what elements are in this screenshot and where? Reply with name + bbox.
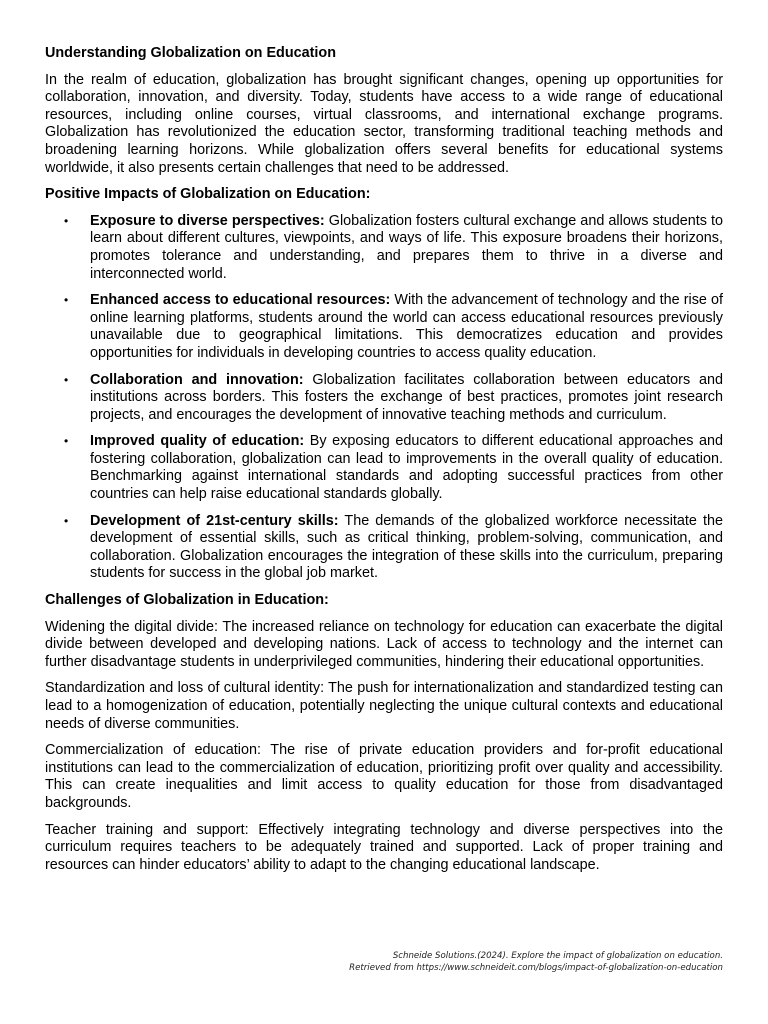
list-item-text: By exposing educators to different educational approaches and fostering collaboration, globalization can lead to improvements in the overall quality of education. Benchmarking against international standards and adopting successful practices from other countries can help raise educational standards globally.: [90, 433, 723, 503]
list-item: [45, 372, 723, 425]
list-item-text: Globalization facilitates collaboration between educators and institutions across borders. This fosters the exchange of best practices, promotes joint research projects, and encourages the development of innovative teaching methods and curriculum.: [90, 371, 723, 423]
list-item: [45, 513, 723, 583]
document-page: [45, 45, 723, 883]
intro-heading: Understanding Globalization on Education: [45, 45, 337, 61]
list-item: [45, 433, 723, 503]
challenge-paragraph-standardization: Standardization and loss of cultural identity: The push for internationalization and standardized testing can lead to a homogenization of education, potentially neglecting the unique cultural contexts and educational needs of diverse communities.: [45, 680, 723, 732]
list-item-text: The demands of the globalized workforce necessitate the development of essential skills, such as critical thinking, problem-solving, communication, and collaboration. Globalization encourages the integration of these skills into the curriculum, preparing students for success in the global job market.: [90, 512, 723, 582]
challenge-paragraph-commercialization: Commercialization of education: The rise of private education providers and for-profit educational institutions can lead to the commercialization of education, prioritizing profit over quality and accessibility. This can create inequalities and limit access to quality education for those from disadvantaged backgrounds.: [45, 742, 723, 811]
list-item-text: With the advancement of technology and the rise of online learning platforms, students around the world can access educational resources previously unavailable due to geographical limitations. This democratizes education and provides opportunities for individuals in developing countries to access quality education.: [90, 292, 724, 361]
positive-impacts-heading: Positive Impacts of Globalization on Education:: [45, 186, 371, 203]
citation: [123, 950, 723, 974]
bullet-icon: •: [64, 434, 69, 449]
positive-impacts-list: [45, 213, 723, 583]
challenge-paragraph-digital-divide: Widening the digital divide: The increased reliance on technology for education can exacerbate the digital divide between developed and developing nations. Lack of access to technology and the internet can further disadvantage students in underprivileged communities, hindering their educational opportunities.: [45, 618, 723, 670]
list-item-term: Enhanced access to educational resources:: [90, 292, 391, 309]
citation-line-source: Schneide Solutions.(2024). Explore the impact of globalization on education.: [392, 951, 723, 961]
challenges-heading: Challenges of Globalization in Education:: [45, 592, 329, 609]
list-item-text: Globalization fosters cultural exchange and allows students to learn about different cultures, viewpoints, and ways of life. This exposure broadens their horizons, promotes tolerance and understanding, and prepares them to thrive in a diverse and interconnected world.: [90, 212, 723, 282]
bullet-icon: •: [64, 372, 69, 387]
citation-line-url: Retrieved from https://www.schneideit.com/blogs/impact-of-globalization-on-education: [349, 963, 723, 973]
challenge-paragraph-teacher-training: Teacher training and support: Effectively integrating technology and diverse perspectives into the curriculum requires teachers to be adequately trained and supported. Lack of proper training and resources can hinder educators’ ability to adapt to the changing educational landscape.: [45, 821, 723, 873]
list-item-term: Development of 21st-century skills:: [90, 512, 339, 529]
intro-paragraph: In the realm of education, globalization has brought significant changes, opening up opportunities for collaboration, innovation, and diversity. Today, students have access to a wide range of educational resources, including online courses, virtual classrooms, and international exchange programs. Globalization has revolutionized the education sector, transforming traditional teaching methods and broadening learning horizons. While globalization offers several benefits for educational systems worldwide, it also presents certain challenges that need to be addressed.: [45, 71, 723, 176]
list-item-term: Collaboration and innovation:: [90, 371, 304, 388]
bullet-icon: •: [64, 213, 69, 228]
list-item: [45, 213, 723, 283]
list-item: [45, 292, 723, 362]
list-item-term: Improved quality of education:: [90, 433, 305, 450]
bullet-icon: •: [64, 293, 69, 308]
bullet-icon: •: [64, 513, 69, 528]
list-item-term: Exposure to diverse perspectives:: [90, 212, 325, 229]
